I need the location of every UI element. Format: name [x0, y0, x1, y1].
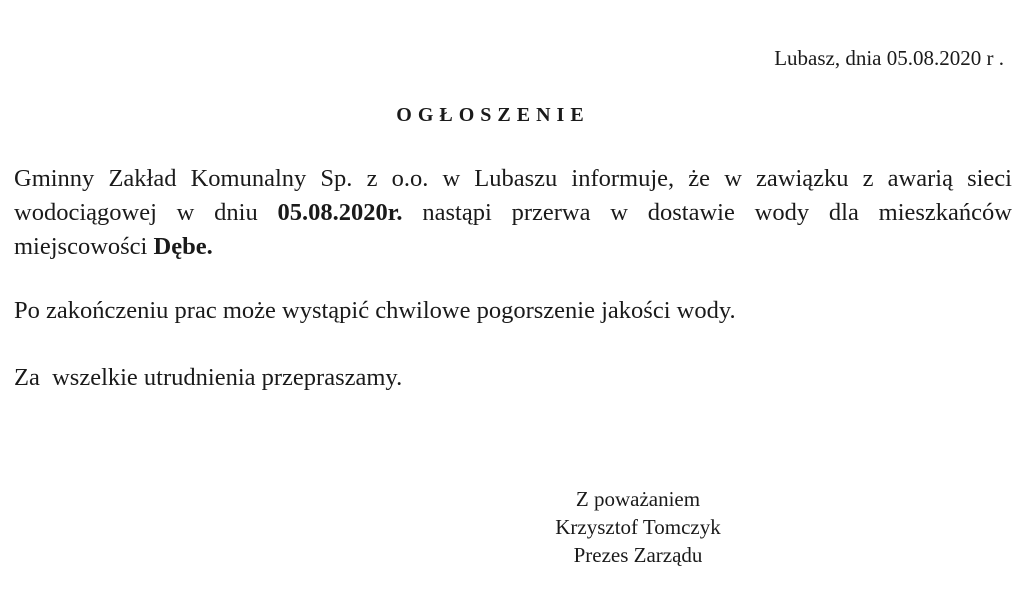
outage-date: 05.08.2020r.: [277, 199, 403, 226]
apology-paragraph: Za wszelkie utrudnienia przepraszamy.: [14, 364, 403, 391]
affected-locality: Dębe.: [153, 233, 213, 260]
water-quality-paragraph: Po zakończeniu prac może wystąpić chwilowe pogorszenie jakości wody.: [14, 297, 736, 324]
paragraph-text-1: Gminny Zakład Komunalny Sp. z o.o. w Lubaszu informuje, że w zawiązku z awarią sieci wodociągowej w dniu: [14, 165, 1012, 226]
signature-name: Krzysztof Tomczyk: [555, 515, 721, 539]
signature-position: Prezes Zarządu: [573, 543, 703, 567]
signature-block: [498, 485, 778, 569]
signature-closing: Z poważaniem: [575, 487, 701, 511]
place-date: Lubasz, dnia 05.08.2020 r .: [774, 46, 1004, 70]
paragraph-text-2: nastąpi przerwa w dostawie wody dla mieszkańców miejscowości: [14, 199, 1012, 260]
document-title: OGŁOSZENIE: [396, 104, 590, 126]
announcement-paragraph: [14, 162, 1012, 264]
